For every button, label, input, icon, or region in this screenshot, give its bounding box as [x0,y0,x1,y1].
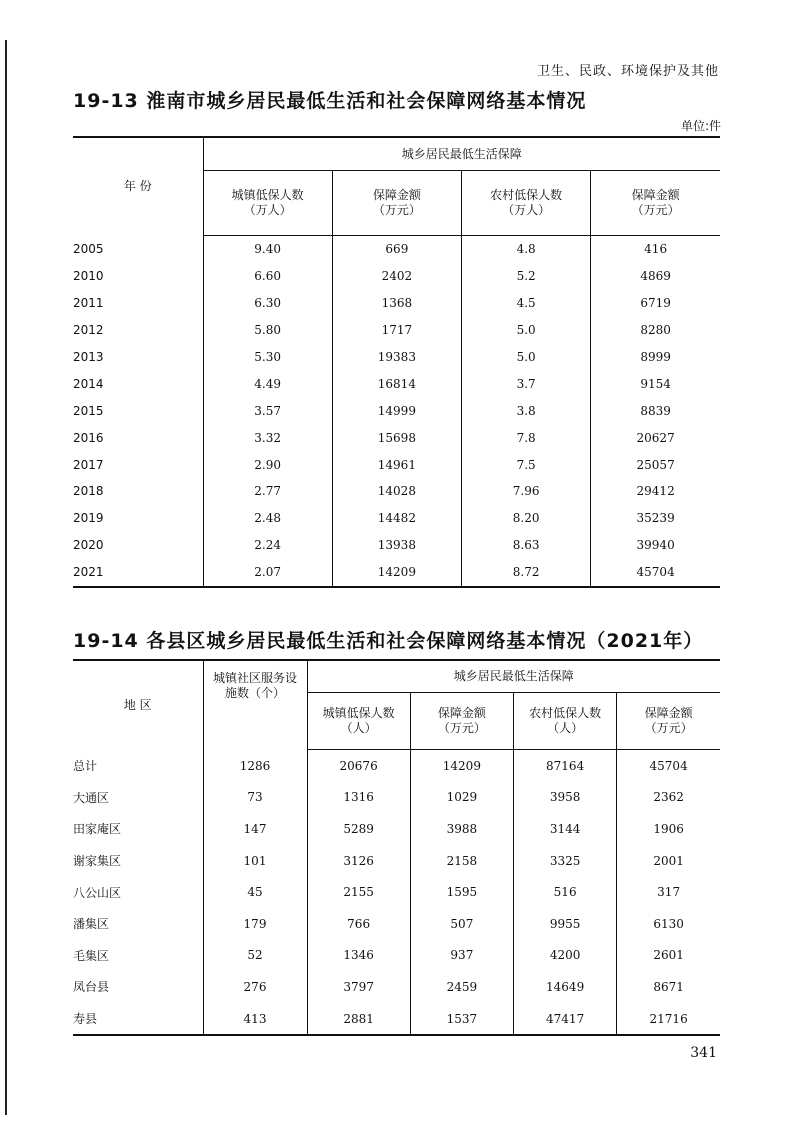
table-row [73,908,720,940]
table-row [73,1003,720,1036]
table-cell: 2362 [617,782,720,814]
table-cell: 5.80 [203,317,332,344]
row-label-cell: 2019 [73,511,104,526]
table-cell: 14209 [332,559,461,587]
table-cell: 2601 [617,940,720,972]
table-cell: 4.8 [462,236,591,263]
page-binding-edge [5,40,7,1115]
table-row [73,845,720,877]
table-row [73,478,720,505]
table-cell: 3144 [514,813,617,845]
table-cell: 1537 [410,1003,513,1036]
table1-col-header: 农村低保人数 （万人） [462,171,591,236]
table-cell: 2459 [410,971,513,1003]
table2-row-header: 地 区 [73,660,203,750]
table2-col-header: 农村低保人数 （人） [514,693,617,750]
table-cell: 35239 [591,505,720,532]
table-cell: 14209 [410,750,513,782]
table2-col-header: 保障金额 （万元） [410,693,513,750]
table-cell: 507 [410,908,513,940]
table-cell: 45 [203,876,307,908]
table-cell: 29412 [591,478,720,505]
table-cell: 8280 [591,317,720,344]
table-cell: 45704 [591,559,720,587]
row-label-cell: 凤台县 [73,980,110,995]
table-cell: 416 [591,236,720,263]
table-row [73,236,720,263]
table-cell: 2402 [332,263,461,290]
table-cell: 3.57 [203,397,332,424]
table-cell: 21716 [617,1003,720,1036]
table1-body [73,236,720,587]
table-cell: 5.2 [462,263,591,290]
table-cell: 1029 [410,782,513,814]
row-label-cell: 2005 [73,242,104,257]
table-cell: 4.49 [203,370,332,397]
table-row [73,344,720,371]
table-cell: 39940 [591,532,720,559]
table-cell: 20627 [591,424,720,451]
table-row [73,263,720,290]
table-cell: 179 [203,908,307,940]
table-cell: 7.5 [462,451,591,478]
table-row [73,813,720,845]
table-cell: 14028 [332,478,461,505]
table-cell: 3958 [514,782,617,814]
table2-col-header: 城镇低保人数 （人） [307,693,410,750]
table1-col-header: 保障金额 （万元） [591,171,720,236]
table1-col-header: 保障金额 （万元） [332,171,461,236]
table-cell: 2.77 [203,478,332,505]
page-number: 341 [690,1045,717,1061]
table2 [73,659,720,1036]
table-cell: 25057 [591,451,720,478]
table-cell: 669 [332,236,461,263]
table-cell: 3988 [410,813,513,845]
row-label-cell: 大通区 [73,790,110,805]
table2-col-header: 保障金额 （万元） [617,693,720,750]
table-cell: 8.20 [462,505,591,532]
table-row [73,782,720,814]
table1-group-header: 城乡居民最低生活保障 [203,137,720,171]
table-cell: 3126 [307,845,410,877]
table-cell: 1316 [307,782,410,814]
table-cell: 1595 [410,876,513,908]
table-cell: 2001 [617,845,720,877]
table-cell: 1368 [332,290,461,317]
row-label-cell: 2013 [73,350,104,364]
table-cell: 4200 [514,940,617,972]
table-cell: 5289 [307,813,410,845]
row-label-cell: 2010 [73,269,104,284]
row-label-cell: 寿县 [73,1003,203,1036]
row-label-cell: 潘集区 [73,917,110,932]
row-label-cell: 2020 [73,538,104,553]
table-cell: 14649 [514,971,617,1003]
table-cell: 8671 [617,971,720,1003]
table-cell: 413 [203,1003,307,1036]
table-cell: 8839 [591,397,720,424]
table-cell: 2.07 [203,559,332,587]
table-row [73,532,720,559]
table-cell: 16814 [332,370,461,397]
table-cell: 9955 [514,908,617,940]
table-row [73,317,720,344]
table-cell: 8.72 [462,559,591,587]
row-label-cell: 总计 [73,759,98,774]
table-cell: 516 [514,876,617,908]
table-cell: 73 [203,782,307,814]
table-row [73,290,720,317]
table-cell: 101 [203,845,307,877]
table-cell: 7.8 [462,424,591,451]
row-label-cell: 2012 [73,323,104,338]
table-row [73,424,720,451]
table1 [73,136,720,588]
row-label-cell: 2016 [73,430,104,445]
table1-unit: 单位:件 [680,119,721,133]
table-cell: 45704 [617,750,720,782]
table1-row-header: 年 份 [73,137,203,236]
table-cell: 19383 [332,344,461,371]
table2-body [73,750,720,1036]
row-label-cell: 2021 [73,559,203,587]
table-cell: 15698 [332,424,461,451]
table-cell: 6.60 [203,263,332,290]
row-label-cell: 2011 [73,296,104,311]
table-row [73,876,720,908]
table-cell: 3.7 [462,370,591,397]
row-label-cell: 2017 [73,457,104,472]
table-cell: 52 [203,940,307,972]
table-cell: 47417 [514,1003,617,1036]
table-cell: 6130 [617,908,720,940]
table-cell: 1717 [332,317,461,344]
row-label-cell: 2018 [73,484,104,499]
section-header: 卫生、民政、环境保护及其他 [536,64,719,79]
table-cell: 2158 [410,845,513,877]
table-cell: 2.90 [203,451,332,478]
table-cell: 2881 [307,1003,410,1036]
table-cell: 1346 [307,940,410,972]
row-label-cell: 谢家集区 [73,854,122,869]
table-cell: 6.30 [203,290,332,317]
table-cell: 8.63 [462,532,591,559]
table-cell: 3325 [514,845,617,877]
table1-col-header: 城镇低保人数 （万人） [203,171,332,236]
table-cell: 9154 [591,370,720,397]
table-row [73,397,720,424]
table-cell: 147 [203,813,307,845]
table-cell: 9.40 [203,236,332,263]
row-label-cell: 田家庵区 [73,822,122,837]
table-cell: 1906 [617,813,720,845]
table2-title: 19-14 各县区城乡居民最低生活和社会保障网络基本情况（2021年） [73,630,704,652]
table-cell: 14961 [332,451,461,478]
table-cell: 3.32 [203,424,332,451]
table-cell: 4869 [591,263,720,290]
table1-title: 19-13 淮南市城乡居民最低生活和社会保障网络基本情况 [73,90,587,112]
row-label-cell: 2014 [73,376,104,391]
table-cell: 20676 [307,750,410,782]
table-cell: 5.0 [462,344,591,371]
table-cell: 6719 [591,290,720,317]
row-label-cell: 2015 [73,403,104,418]
table-cell: 87164 [514,750,617,782]
table-cell: 7.96 [462,478,591,505]
table-cell: 5.0 [462,317,591,344]
table-cell: 14999 [332,397,461,424]
table-cell: 766 [307,908,410,940]
table-cell: 8999 [591,344,720,371]
table-row [73,940,720,972]
table-row [73,505,720,532]
table-cell: 5.30 [203,344,332,371]
table-row [73,451,720,478]
table-cell: 937 [410,940,513,972]
table2-group-header: 城乡居民最低生活保障 [307,660,720,693]
table-cell: 1286 [203,750,307,782]
row-label-cell: 毛集区 [73,948,110,963]
row-label-cell: 八公山区 [73,885,122,900]
table-cell: 3797 [307,971,410,1003]
table-row [73,750,720,782]
table-cell: 2155 [307,876,410,908]
table-cell: 13938 [332,532,461,559]
table-cell: 276 [203,971,307,1003]
table-cell: 4.5 [462,290,591,317]
table-cell: 2.24 [203,532,332,559]
table-cell: 317 [617,876,720,908]
table-row [73,370,720,397]
table-cell: 3.8 [462,397,591,424]
table2-facilities-header: 城镇社区服务设 施数（个） [203,660,307,750]
table-cell: 14482 [332,505,461,532]
table-cell: 2.48 [203,505,332,532]
table-row [73,971,720,1003]
table-row [73,559,720,587]
